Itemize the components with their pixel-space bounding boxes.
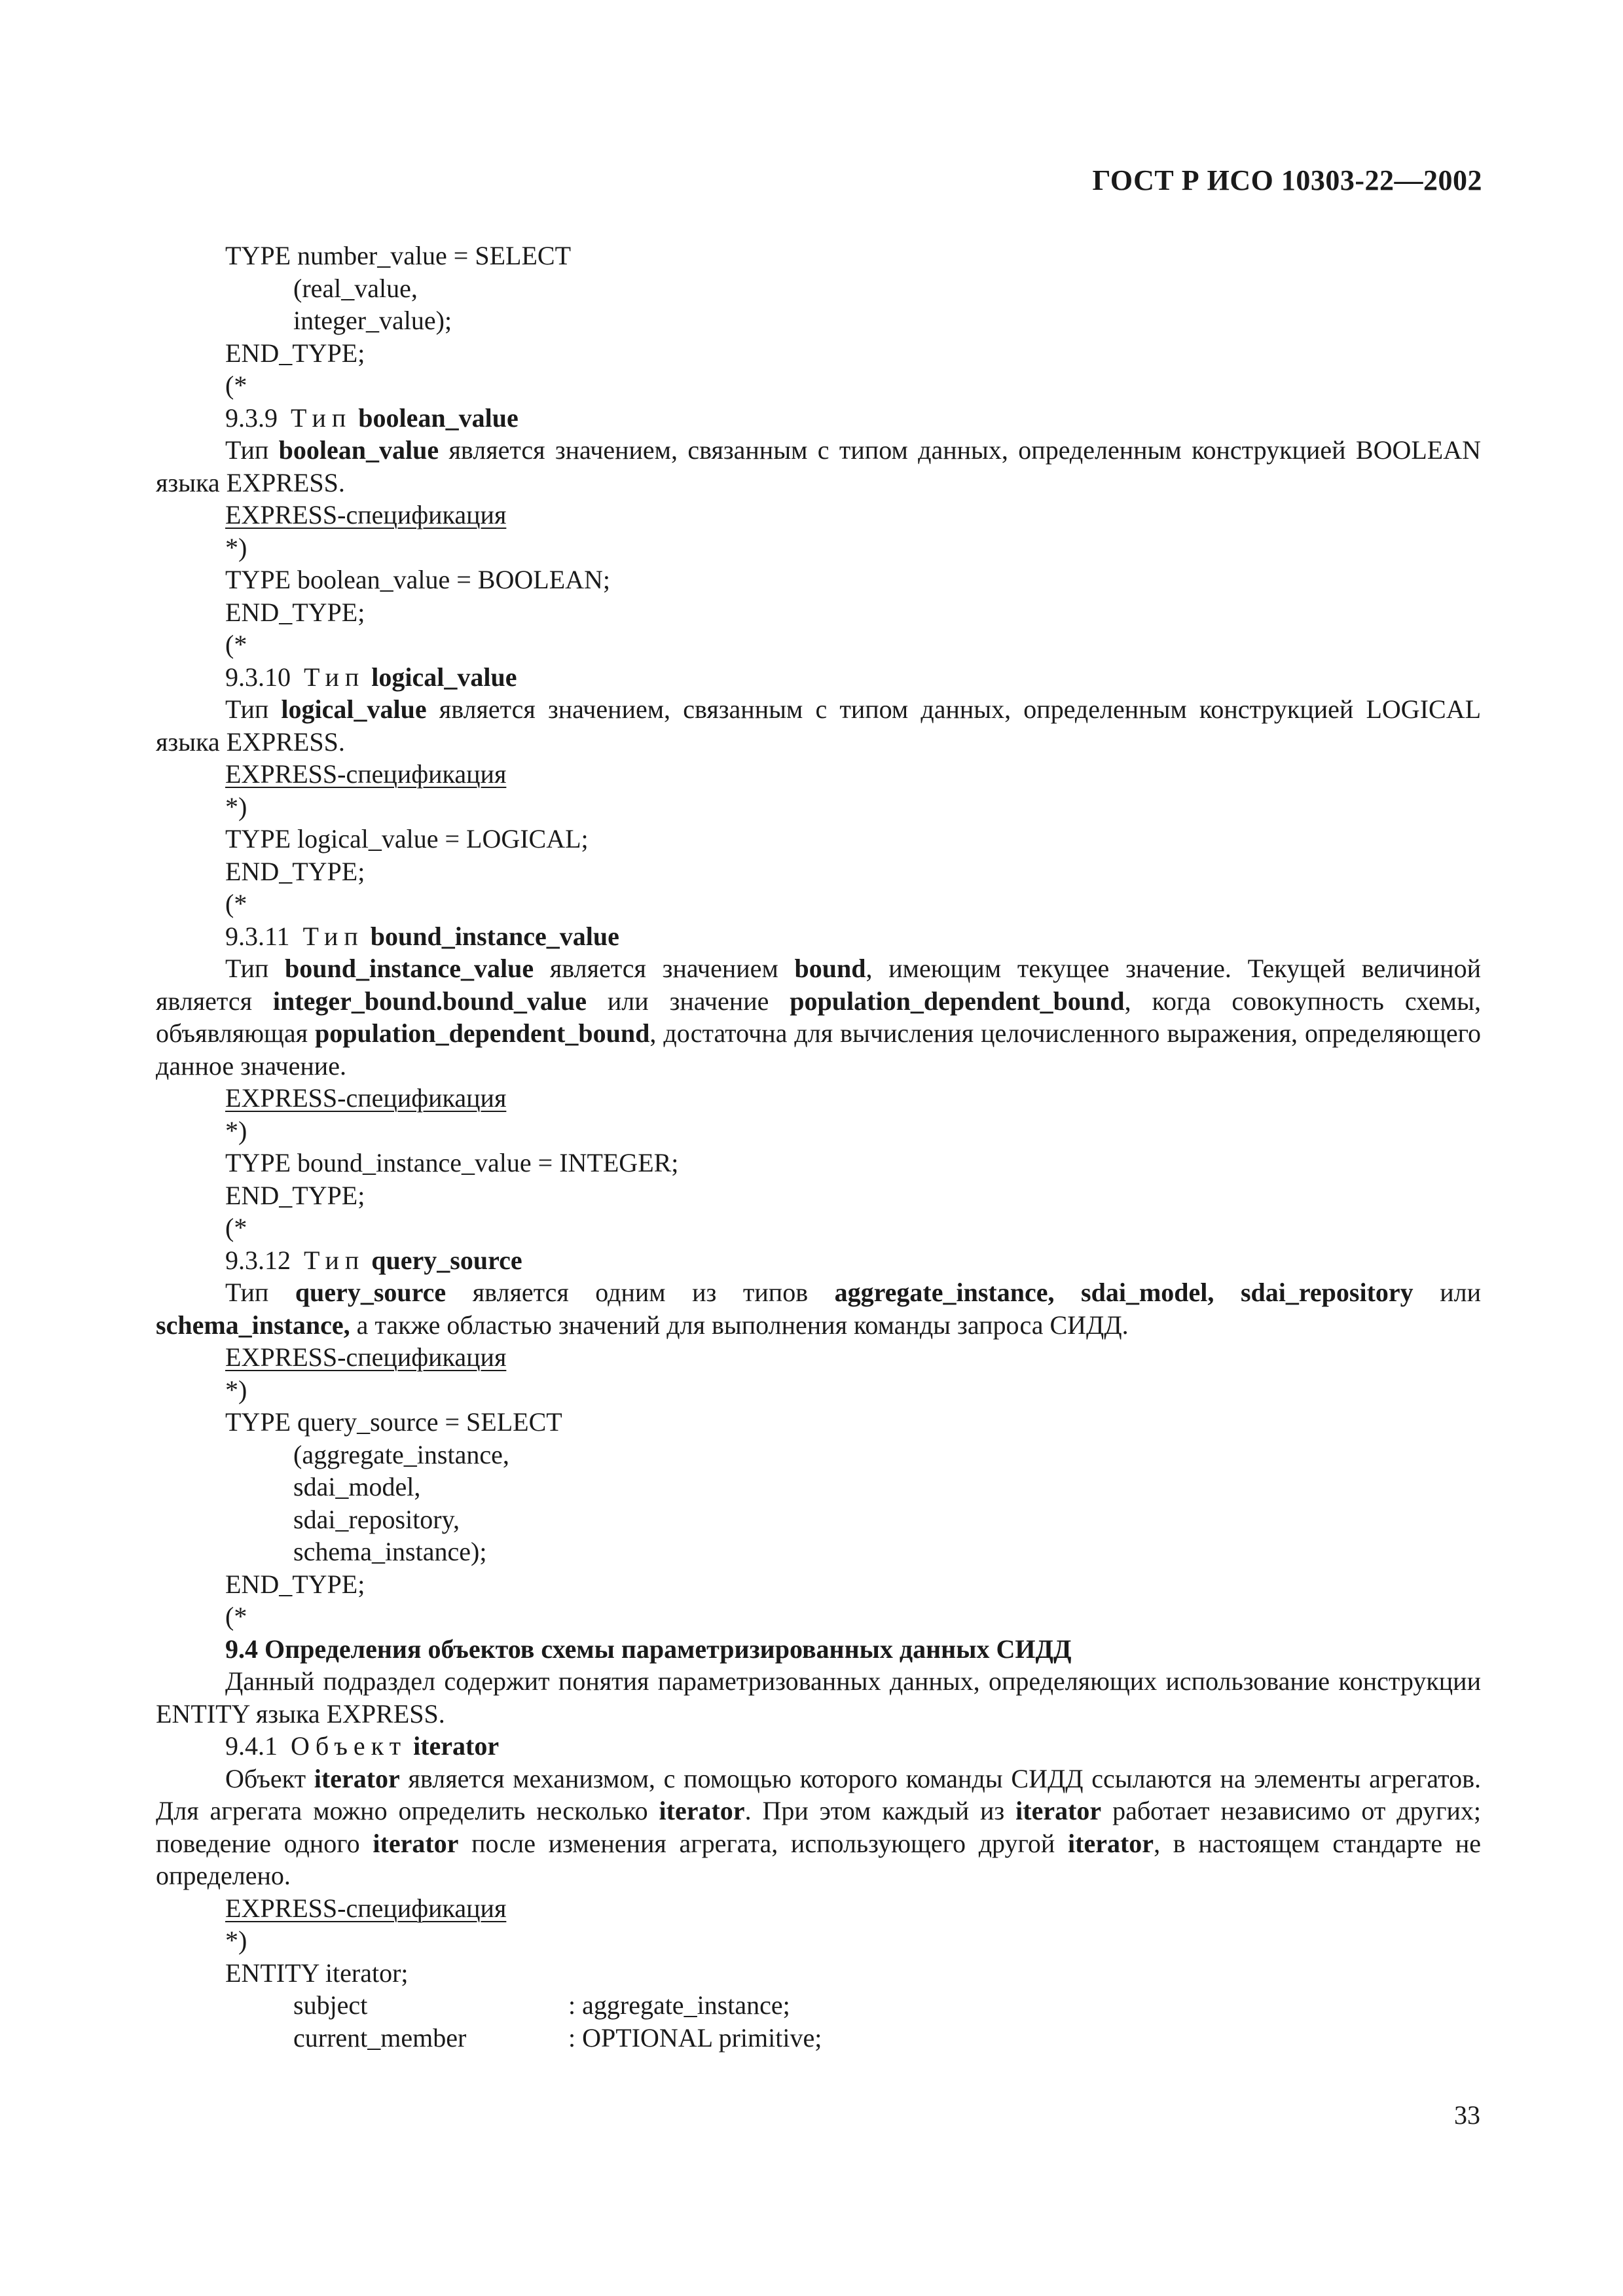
text: , имеющим текущее значение. Текущей величиной является	[156, 954, 1481, 1016]
code-line: *)	[225, 1115, 247, 1145]
section-heading-9-3-10	[156, 661, 1481, 694]
text: Тип	[225, 435, 279, 465]
section-term: query_source	[371, 1245, 522, 1275]
text: Тип	[225, 1278, 295, 1307]
term: iterator	[1015, 1796, 1102, 1825]
section-kind: Тип	[291, 403, 352, 433]
text: после изменения агрегата, использующего другой	[458, 1828, 1068, 1858]
text: а также областью значений для выполнения команды запроса СИДД.	[350, 1310, 1129, 1340]
code-line: *)	[225, 791, 247, 821]
text: , достаточна для вычисления целочисленного выражения, определяющего данное значение.	[156, 1018, 1482, 1081]
code-line: TYPE number_value = SELECT	[225, 241, 572, 270]
code-line: TYPE query_source = SELECT	[225, 1407, 562, 1437]
text: является значением, связанным с типом данных, определенным конструкцией LOGICAL языка EXPRESS.	[156, 694, 1482, 757]
code-line: (*	[225, 889, 247, 918]
text: является значением, связанным с типом данных, определенным конструкцией BOOLEAN языка EXPRESS.	[156, 435, 1481, 497]
express-spec-label: EXPRESS-спецификация	[225, 1083, 507, 1113]
code-line: END_TYPE;	[225, 1569, 365, 1599]
section-kind: Объект	[291, 1731, 407, 1761]
section-number: 9.3.10	[225, 662, 291, 692]
entity-attribute	[156, 1989, 1481, 2022]
attribute-type: : OPTIONAL primitive;	[568, 2022, 822, 2053]
code-line: (*	[225, 1213, 247, 1242]
express-spec-label: EXPRESS-спецификация	[225, 1342, 507, 1372]
attribute-type: : aggregate_instance;	[568, 1990, 790, 2020]
section-kind: Тип	[304, 1245, 365, 1275]
code-line: (*	[225, 370, 247, 400]
section-number: 9.4.1	[225, 1731, 278, 1761]
code-line: integer_value);	[293, 306, 452, 335]
term: boolean_value	[278, 435, 439, 465]
code-line: *)	[225, 1926, 247, 1955]
section-heading-9-3-12	[156, 1244, 1481, 1277]
code-line: schema_instance);	[293, 1537, 487, 1566]
text: или	[1413, 1278, 1482, 1307]
term: iterator	[659, 1796, 745, 1825]
code-line: (aggregate_instance,	[293, 1439, 509, 1469]
term: iterator	[1068, 1828, 1154, 1858]
term: aggregate_instance, sdai_model, sdai_repository	[834, 1278, 1413, 1307]
text: , в настоящем стандарте не определено.	[156, 1828, 1481, 1890]
section-term: iterator	[413, 1731, 500, 1761]
section-term: boolean_value	[358, 403, 519, 433]
paragraph	[156, 1276, 1481, 1341]
text: Объект	[225, 1763, 314, 1793]
code-line: *)	[225, 532, 247, 562]
section-heading-9-4-1	[156, 1730, 1481, 1763]
code-line: TYPE boolean_value = BOOLEAN;	[225, 565, 611, 594]
term: population_dependent_bound	[790, 986, 1125, 1016]
text: является одним из типов	[446, 1278, 835, 1307]
code-line: END_TYPE;	[225, 1180, 365, 1210]
section-number: 9.3.9	[225, 403, 278, 433]
text: . При этом каждый из	[744, 1796, 1016, 1825]
term: population_dependent_bound	[315, 1018, 650, 1048]
code-line: (*	[225, 630, 247, 659]
paragraph	[156, 952, 1481, 1082]
text: Тип	[225, 694, 282, 724]
section-term: bound_instance_value	[370, 921, 619, 951]
code-line: (*	[225, 1602, 247, 1631]
paragraph	[156, 434, 1481, 499]
text: Тип	[225, 954, 285, 983]
section-heading-9-3-9	[156, 402, 1481, 435]
term: bound_instance_value	[285, 954, 534, 983]
text: работает независимо от других; поведение одного	[156, 1796, 1482, 1858]
text: является механизмом, с помощью которого команды СИДД ссылаются на элементы агрегатов. Для агрегата можно определить несколько	[156, 1763, 1481, 1825]
term: schema_instance,	[156, 1310, 350, 1340]
code-line: (real_value,	[293, 273, 418, 303]
text: является значением	[534, 954, 795, 983]
express-spec-label: EXPRESS-спецификация	[225, 500, 507, 529]
term: iterator	[314, 1763, 400, 1793]
section-kind: Тип	[304, 662, 365, 692]
term: logical_value	[281, 694, 427, 724]
express-spec-label: EXPRESS-спецификация	[225, 1893, 507, 1923]
text: или значение	[586, 986, 790, 1016]
page-header: ГОСТ Р ИСО 10303-22—2002	[1092, 164, 1482, 196]
page-number: 33	[1454, 2100, 1480, 2130]
express-spec-label: EXPRESS-спецификация	[225, 759, 507, 789]
term: query_source	[295, 1278, 447, 1307]
code-line: sdai_repository,	[293, 1504, 460, 1534]
section-number: 9.3.12	[225, 1245, 291, 1275]
code-line: END_TYPE;	[225, 597, 365, 627]
term: bound	[794, 954, 866, 983]
code-line: END_TYPE;	[225, 338, 365, 368]
paragraph: Данный подраздел содержит понятия параметризованных данных, определяющих использование конструкции ENTITY языка EXPRESS.	[156, 1666, 1481, 1729]
paragraph	[156, 693, 1481, 758]
section-title: 9.4 Определения объектов схемы параметризированных данных СИДД	[225, 1634, 1072, 1664]
code-line: END_TYPE;	[225, 856, 365, 886]
code-line: ENTITY iterator;	[225, 1958, 409, 1988]
section-kind: Тип	[302, 921, 364, 951]
section-heading-9-3-11	[156, 920, 1481, 953]
section-term: logical_value	[371, 662, 517, 692]
code-line: TYPE bound_instance_value = INTEGER;	[225, 1148, 679, 1177]
term: integer_bound.bound_value	[272, 986, 587, 1016]
attribute-name: current_member	[293, 2022, 467, 2053]
code-line: TYPE logical_value = LOGICAL;	[225, 824, 589, 853]
code-line: sdai_model,	[293, 1472, 421, 1501]
paragraph	[156, 1763, 1481, 1892]
section-number: 9.3.11	[225, 921, 290, 951]
page-body	[156, 240, 1481, 2054]
text: , когда совокупность схемы, объявляющая	[156, 986, 1481, 1048]
section-heading-9-4	[156, 1633, 1481, 1666]
code-line: *)	[225, 1374, 247, 1405]
entity-attribute	[156, 2022, 1481, 2054]
attribute-name: subject	[293, 1990, 368, 2020]
term: iterator	[373, 1828, 459, 1858]
